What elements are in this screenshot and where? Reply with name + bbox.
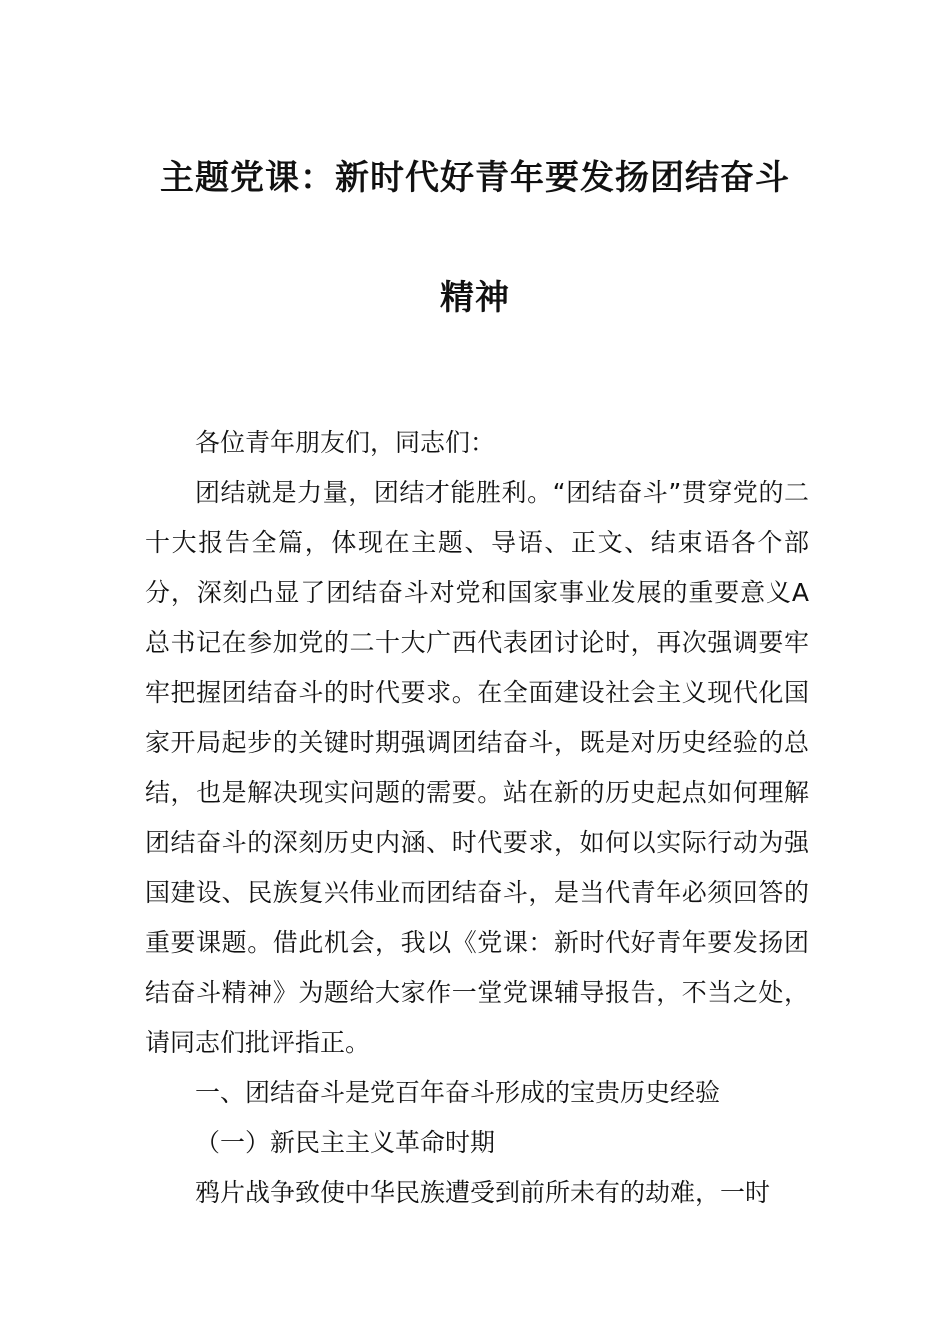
subsection-heading-1-1: （一）新民主主义革命时期: [195, 1128, 496, 1157]
document-body: [145, 418, 809, 1218]
document-title-line-2: 精神: [440, 278, 510, 318]
greeting: 各位青年朋友们，同志们：: [195, 428, 496, 457]
section-heading-1: 一、团结奋斗是党百年奋斗形成的宝贵历史经验: [195, 1078, 721, 1107]
paragraph-intro: 团结就是力量，团结才能胜利。“团结奋斗”贯穿党的二十大报告全篇，体现在主题、导语、正文、结束语各个部分，深刻凸显了团结奋斗对党和国家事业发展的重要意义A总书记在参加党的二十大广西代表团讨论时，再次强调要牢牢把握团结奋斗的时代要求。在全面建设社会主义现代化国家开局起步的关键时期强调团结奋斗，既是对历史经验的总结，也是解决现实问题的需要。站在新的历史起点如何理解团结奋斗的深刻历史内涵、时代要求，如何以实际行动为强国建设、民族复兴伟业而团结奋斗，是当代青年必须回答的重要课题。借此机会，我以《党课：新时代好青年要发扬团结奋斗精神》为题给大家作一堂党课辅导报告，不当之处，请同志们批评指正。: [145, 478, 809, 1057]
document-title-line-1: 主题党课：新时代好青年要发扬团结奋斗: [160, 158, 790, 198]
paragraph-history: 鸦片战争致使中华民族遭受到前所未有的劫难，一时: [195, 1178, 771, 1207]
